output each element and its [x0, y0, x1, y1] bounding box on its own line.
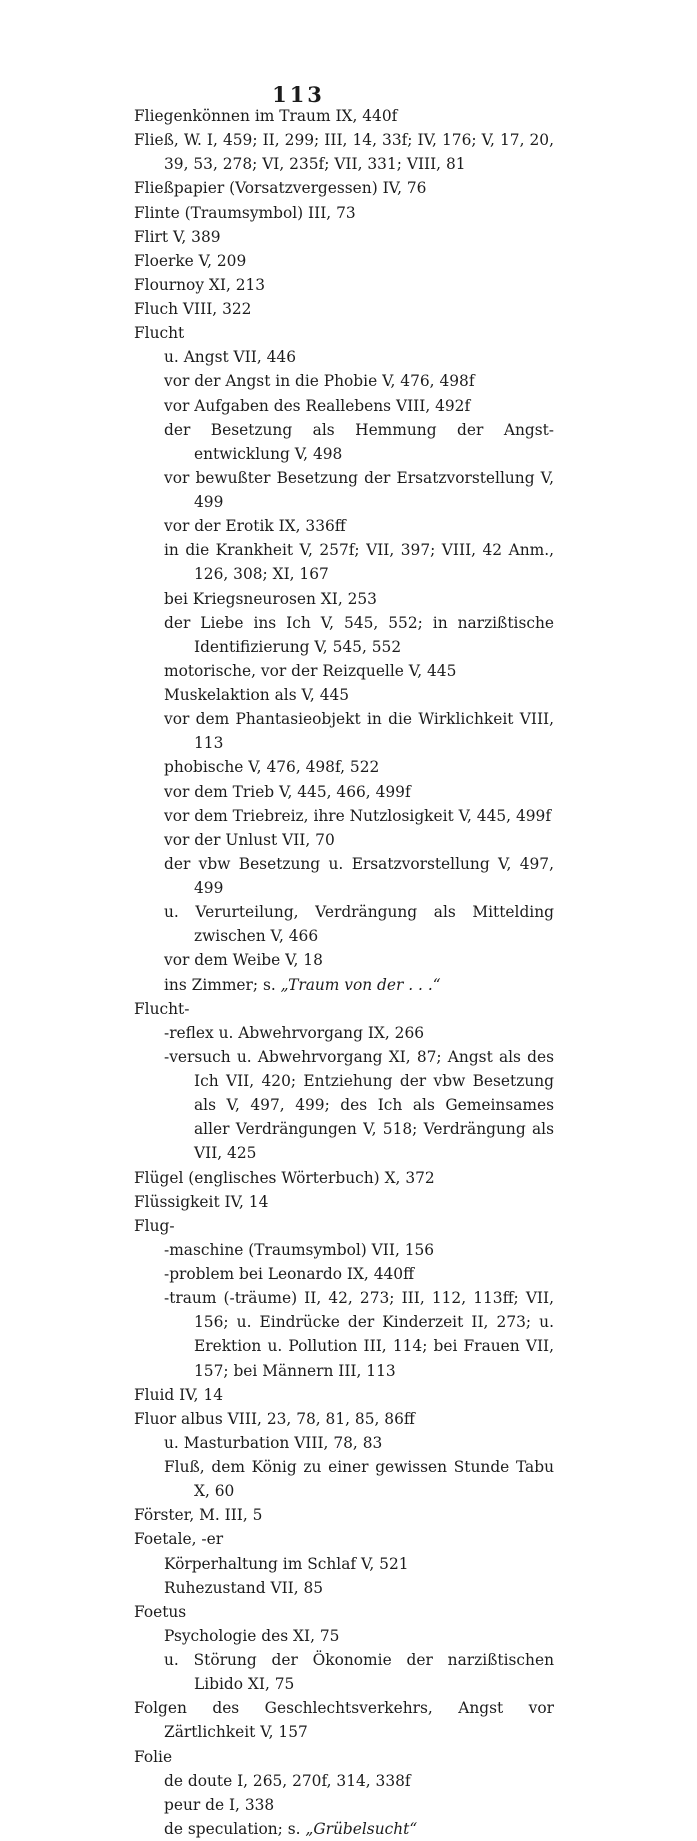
index-entry: Flüssigkeit IV, 14 — [134, 1192, 269, 1211]
index-subentry: der Liebe ins Ich V, 545, 552; in narzißtische Identifizierung V, 545, 552 — [164, 613, 554, 656]
index-entry: Fluch VIII, 322 — [134, 300, 252, 318]
index-subentry: u. Verurteilung, Verdrängung als Mittelding zwischen V, 466 — [164, 903, 554, 946]
index-entry: Floerke V, 209 — [134, 251, 247, 270]
index-entry: Fliegenkönnen im Traum IX, 440f — [134, 107, 398, 125]
index-subentry: vor der Angst in die Phobie V, 476, 498f — [164, 372, 475, 391]
index-subentry: -versuch u. Abwehrvorgang XI, 87; Angst als des Ich VII, 420; Entziehung der vbw Besetzung als V, 497, 499; des Ich als Gemeinsames aller Verdrängungen V, 518; Verdrängung als VII, 425 — [164, 1047, 554, 1163]
index-subentry: der vbw Besetzung u. Ersatzvorstellung V, 497, 499 — [164, 854, 554, 897]
index-subentry: Ruhezustand VII, 85 — [164, 1578, 324, 1597]
index-subentry-cross-reference — [134, 973, 554, 997]
index-entry: Flügel (englisches Wörterbuch) X, 372 — [134, 1168, 435, 1187]
index-subentry: u. Störung der Ökonomie der narzißtischen Libido XI, 75 — [164, 1651, 554, 1694]
index-subentry: de doute I, 265, 270f, 314, 338f — [164, 1771, 411, 1790]
index-entry: Folie — [134, 1747, 173, 1766]
index-entry: Förster, M. III, 5 — [134, 1506, 263, 1525]
index-entry: Flucht — [134, 324, 185, 343]
index-entry: Fluor albus VIII, 23, 78, 81, 85, 86ff — [134, 1409, 415, 1428]
index-entry: Fließpapier (Vorsatzvergessen) IV, 76 — [134, 179, 427, 198]
index-subentry: vor Aufgaben des Reallebens VIII, 492f — [164, 396, 471, 415]
cross-reference: „Traum von der . . .“ — [280, 975, 441, 994]
index-subentry: Psychologie des XI, 75 — [164, 1626, 340, 1645]
index-entry: Fließ, W. I, 459; II, 299; III, 14, 33f; IV, 176; V, 17, 20, 39, 53, 278; VI, 235f; VII, 331; VIII, 81 — [134, 131, 554, 174]
index-entry: Flournoy XI, 213 — [134, 275, 266, 294]
index-entry: Folgen des Geschlechtsverkehrs, Angst vor Zärtlichkeit V, 157 — [134, 1699, 554, 1742]
index-subentry: vor dem Trieb V, 445, 466, 499f — [164, 782, 411, 801]
index-entry: Foetus — [134, 1602, 187, 1621]
index-subentry: vor dem Weibe V, 18 — [164, 951, 323, 970]
index-subentry-cross-reference — [134, 1817, 554, 1841]
index-subentry: vor dem Phantasieobjekt in die Wirklichkeit VIII, 113 — [164, 710, 554, 753]
entry-text: ins Zimmer; s. — [164, 975, 281, 994]
index-subentry: u. Masturbation VIII, 78, 83 — [164, 1433, 383, 1452]
index-entry: Flug- — [134, 1216, 175, 1235]
index-subentry: vor bewußter Besetzung der Ersatzvorstellung V, 499 — [164, 468, 554, 511]
index-subentry: bei Kriegsneurosen XI, 253 — [164, 589, 377, 608]
index-subentry: -problem bei Leonardo IX, 440ff — [164, 1265, 415, 1283]
page-number: 113 — [272, 82, 325, 107]
index-subentry: motorische, vor der Reizquelle V, 445 — [164, 661, 457, 680]
index-entry: Foetale, -er — [134, 1530, 224, 1549]
index-subentry: vor der Erotik IX, 336ff — [164, 517, 346, 536]
index-subentry: der Besetzung als Hemmung der Angstentwicklung V, 498 — [164, 420, 554, 463]
index-subentry: Muskelaktion als V, 445 — [164, 686, 350, 704]
index-subentry: Körperhaltung im Schlaf V, 521 — [164, 1554, 409, 1573]
index-subentry: -traum (-träume) II, 42, 273; III, 112, 113ff; VII, 156; u. Eindrücke der Kinderzeit II, 273; u. Erektion u. Pollution III, 114; bei Frauen VII, 157; bei Männern III, 113 — [164, 1289, 554, 1380]
index-subentry: Fluß, dem König zu einer gewissen Stunde Tabu X, 60 — [164, 1458, 554, 1501]
cross-reference: „Grübelsucht“ — [305, 1819, 418, 1838]
index-subentry: phobische V, 476, 498f, 522 — [164, 758, 380, 777]
index-subentry: peur de I, 338 — [164, 1795, 275, 1814]
entry-text: de speculation; s. — [164, 1819, 306, 1838]
index-entry: Flinte (Traumsymbol) III, 73 — [134, 203, 356, 222]
index-subentry: u. Angst VII, 446 — [164, 348, 296, 367]
index-subentry: in die Krankheit V, 257f; VII, 397; VIII, 42 Anm., 126, 308; XI, 167 — [164, 541, 554, 584]
index-entry: Flucht- — [134, 999, 190, 1018]
index-entry: Flirt V, 389 — [134, 227, 221, 246]
index-subentry: -reflex u. Abwehrvorgang IX, 266 — [164, 1023, 425, 1042]
index-subentry: -maschine (Traumsymbol) VII, 156 — [164, 1240, 435, 1259]
index-subentry: vor dem Triebreiz, ihre Nutzlosigkeit V, 445, 499f — [164, 806, 552, 825]
index-entry: Fluid IV, 14 — [134, 1385, 224, 1404]
index-subentry: vor der Unlust VII, 70 — [164, 830, 335, 849]
index-list — [134, 104, 554, 1841]
